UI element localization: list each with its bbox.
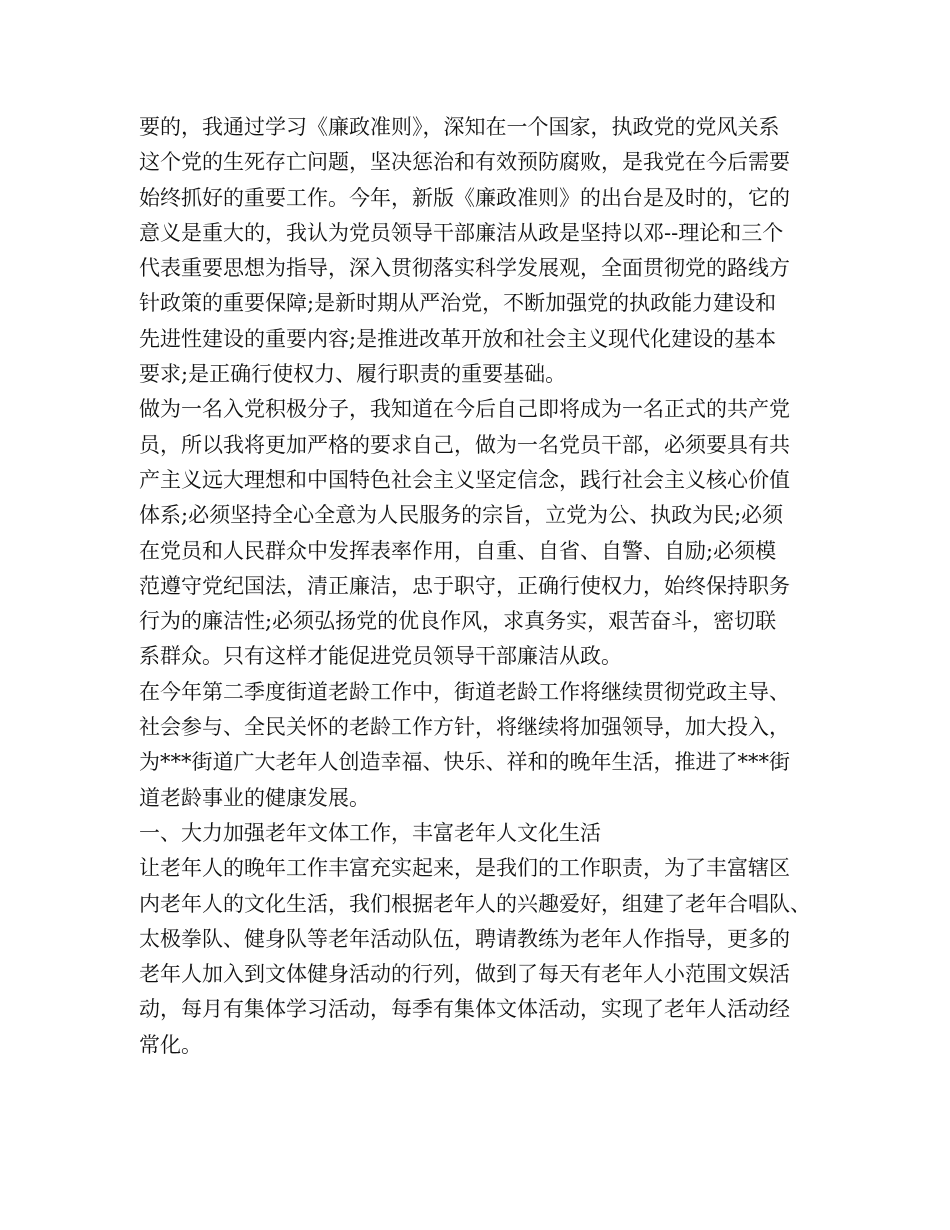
text-line-6: 针政策的重要保障;是新时期从严治党，不断加强党的执政能力建设和 xyxy=(139,291,777,316)
text-line-24: 太极拳队、健身队等老年活动队伍，聘请教练为老年人作指导，更多的 xyxy=(139,926,790,951)
text-line-13: 在党员和人民群众中发挥表率作用，自重、自省、自警、自励;必须模 xyxy=(139,538,777,563)
text-line-19: 为***街道广大老年人创造幸福、快乐、祥和的晚年生活，推进了***街 xyxy=(139,750,790,775)
text-line-3: 始终抓好的重要工作。今年，新版《廉政准则》的出台是及时的，它的 xyxy=(139,185,790,210)
text-line-27: 常化。 xyxy=(139,1032,202,1057)
text-line-7: 先进性建设的重要内容;是推进改革开放和社会主义现代化建设的基本 xyxy=(139,326,777,351)
text-line-17: 在今年第二季度街道老龄工作中，街道老龄工作将继续贯彻党政主导、 xyxy=(139,679,790,704)
text-line-11: 产主义远大理想和中国特色社会主义坚定信念，践行社会主义核心价值 xyxy=(139,467,790,492)
text-line-9: 做为一名入党积极分子，我知道在今后自己即将成为一名正式的共产党 xyxy=(139,397,790,422)
text-line-23: 内老年人的文化生活，我们根据老年人的兴趣爱好，组建了老年合唱队、 xyxy=(139,891,811,916)
text-line-12: 体系;必须坚持全心全意为人民服务的宗旨，立党为公、执政为民;必须 xyxy=(139,503,784,528)
text-line-18: 社会参与、全民关怀的老龄工作方针，将继续将加强领导，加大投入， xyxy=(139,715,790,740)
text-line-15: 行为的廉洁性;必须弘扬党的优良作风，求真务实，艰苦奋斗，密切联 xyxy=(139,609,777,634)
text-line-16: 系群众。只有这样才能促进党员领导干部廉洁从政。 xyxy=(139,644,622,669)
text-line-8: 要求;是正确行使权力、履行职责的重要基础。 xyxy=(139,362,567,387)
text-line-25: 老年人加入到文体健身活动的行列，做到了每天有老年人小范围文娱活 xyxy=(139,962,790,987)
text-line-5: 代表重要思想为指导，深入贯彻落实科学发展观，全面贯彻党的路线方 xyxy=(139,256,790,281)
text-line-4: 意义是重大的，我认为党员领导干部廉洁从政是坚持以邓--理论和三个 xyxy=(139,220,784,245)
section-heading: 一、大力加强老年文体工作，丰富老年人文化生活 xyxy=(139,820,601,845)
text-line-1: 要的，我通过学习《廉政准则》，深知在一个国家，执政党的党风关系 xyxy=(139,115,780,139)
text-line-20: 道老龄事业的健康发展。 xyxy=(139,785,370,810)
text-line-26: 动，每月有集体学习活动，每季有集体文体活动，实现了老年人活动经 xyxy=(139,997,790,1022)
text-line-22: 让老年人的晚年工作丰富充实起来，是我们的工作职责，为了丰富辖区 xyxy=(139,856,790,881)
document-body xyxy=(139,110,829,1063)
text-line-14: 范遵守党纪国法，清正廉洁，忠于职守，正确行使权力，始终保持职务 xyxy=(139,573,790,598)
text-line-2: 这个党的生死存亡问题，坚决惩治和有效预防腐败，是我党在今后需要 xyxy=(139,150,790,175)
text-line-10: 员，所以我将更加严格的要求自己，做为一名党员干部，必须要具有共 xyxy=(139,432,790,457)
